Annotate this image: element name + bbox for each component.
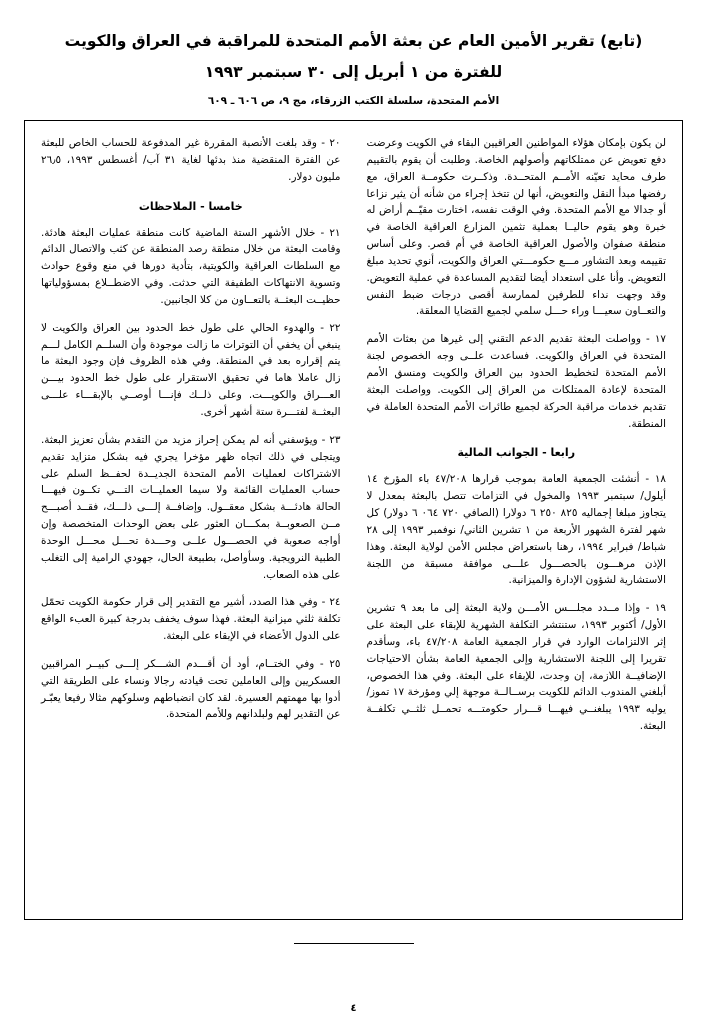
paragraph: ٢٤ - وفي هذا الصدد، أشير مع التقدير إلى قرار حكومة الكويت تحمّل تكلفة ثلثي ميزانية البعثة. فهذا سوف يخفف بدرجة كبيرة العبء الواقع على الدول الأعضاء في الإبقاء على البعثة. (41, 596, 341, 643)
source-citation: الأمم المتحدة، سلسلة الكتب الزرقاء، مج ٩، ص ٦٠٦ ـ ٦٠٩ (207, 94, 500, 107)
paragraph: ١٧ - وواصلت البعثة تقديم الدعم التقني إلى غيرها من بعثات الأمم المتحدة في العراق والكويت. فساعدت علــى وجه الخصوص لجنة الأمم المتحدة لتخطيط الحدود بين العراق والكويت ومنسق الأمم المتحدة لإعادة الممتلكات من العراق إلى الكويت. وواصلت البعثة تقديم خدمات مراقبة الحركة لجميع طائرات الأمم المتحدة العاملة في المنطقة. (366, 333, 666, 430)
section-heading-observations: خامسا - الملاحظات (138, 199, 243, 213)
right-column (367, 135, 667, 905)
paragraph: لن يكون بإمكان هؤلاء المواطنين العراقيين البقاء في الكويت وعرضت دفع تعويض عن ممتلكاتهم وأصولهم الخاصة. وطلبت أن يقوم بالتقييم طرف محايد تعيّنه الأمــم المتحــدة. وذكــرت حكومــة العراق، مع رفضها مبدأ النقل والتعويض، أنها لن تتخذ إجراء من شأنه أن يثير نزاعا أو جدالا مع الأمم المتحدة. وفي الوقت نفسه، اختارت مقيّــم أراض له خبرة وهو يقوم حاليــا بعملية تثمين المزارع العراقية الخاصة في منطقة صفوان والأصول العراقية الخاصة في أم قصر. وعلى أساس تقييمه وبعد التشاور مـــع حكومـــتي العراق والكويت، أنوي تحديد مبلغ التعويض. وأنا على استعداد أيضا لتقديم المساعدة في عملية التعويض. وقد وجهت نداء للطرفين لممارسة أقصى درجات ضبط النفس والتعــاون سعيـــا وراء حـــل سلمي لجميع القضايا المعلقة. (366, 137, 666, 318)
page-header (0, 0, 707, 107)
paragraph: ٢٢ - والهدوء الحالي على طول خط الحدود بين العراق والكويت لا ينبغي أن يخفي أن التوترات ما زالت موجودة وأن السلــم الكامل لـــم يتم إقراره بعد في المنطقة. وفي هذه الظروف فإن وجود البعثة ما زال عاملا هاما في تحقيق الاستقرار على طول خط الحدود بيـــن العـــراق والكويـــت. وعلى ذلــك فإنـــا أوصــي بالإبقـــاء علـــى البعثــة لفتـــرة ستة أشهر أخرى. (41, 321, 341, 418)
paragraph: ٢٥ - وفي الختــام، أود أن أقـــدم الشـــكر إلـــى كبيــر المراقبين العسكريين وإلى العاملين تحت قيادته رجالا ونساء على الطريقة التي أدوا بها مهمتهم العسيرة. لقد كان انضباطهم وسلوكهم مثالا رفيعا يعبّـر عن التقدير لهم ولبلدانهم وللأمم المتحدة. (41, 657, 341, 721)
left-column (41, 135, 341, 905)
text-frame (24, 120, 683, 920)
section-heading-financial: رابعا - الجوانب المالية (457, 446, 576, 460)
paragraph: ١٨ - أنشئت الجمعية العامة بموجب قرارها ٤٧/٢٠٨ باء المؤرخ ١٤ أيلول/ سبتمبر ١٩٩٣ والمخول في التزامات تتصل بالبعثة بمعدل لا يتجاوز مبلغا إجماليه ٨٢٥ ٢٥٠ ٦ دولارا (الصافي ٧٢٠ ٠٦٤ ٦ دولار) كل شهر لفترة الشهور الأربعة من ١ تشرين الثاني/ نوفمبر ١٩٩٣ إلى ٢٨ شباط/ فبراير ١٩٩٤، رهنا باستعراض مجلس الأمن لولاية البعثة. وهذا الإذن مرهـــون بالحصـــول علـــى موافقة مسبقة من اللجنة الاستشارية لشؤون الإدارة والميزانية. (366, 473, 666, 587)
footer-divider (0, 943, 707, 944)
paragraph: ٢٠ - وقد بلغت الأنصبة المقررة غير المدفوعة للحساب الخاص للبعثة عن الفترة المنقضية منذ بدئها لغاية ٣١ آب/ أغسطس ١٩٩٣، ٢٦٫٥ مليون دولار. (41, 137, 341, 183)
paragraph: ٢١ - خلال الأشهر الستة الماضية كانت منطقة عمليات البعثة هادئة. وقامت البعثة من خلال منطقة رصد المنطقة عن كثب والاتصال الدائم مع السلطات العراقية والكويتية، بتأدية دورها في منع وقوع حوادث وتسوية الانتهاكات الطفيفة التي حدثت. وفي الاضطــلاع بمسؤولياتها حظيــت البعثــة بالتعــاون من كلا الجانبين. (41, 226, 341, 306)
two-column-layout (41, 135, 666, 905)
page-title-line-1: (تابع) تقرير الأمين العام عن بعثة الأمم المتحدة للمراقبة في العراق والكويت (64, 32, 643, 50)
paragraph: ٢٣ - ويؤسفني أنه لم يمكن إحراز مزيد من التقدم بشأن تعزيز البعثة. ويتجلى في ذلك اتجاه ظهر مؤخرا يجري فيه بشكل متزايد تقديم الاشتراكات لعمليات الأمم المتحدة الجديــدة لحفــظ السلم على حساب العمليات القائمة ولا سيما العمليــات التـــي تكــون فيهـــا الحالة هادئـــة بشكل معقــول. وإضافــة إلـــى ذلـــك، فقــد أصبـــح مــن الصعوبــة بمكـــان العثور على بعض الوحدات المتخصصة وإن أواجه صعوبة في الحصـــول علــى وحـــدة تحـــل محـــل الوحدة الطبية النرويجية. وسأواصل، بطبيعة الحال، جهودي الرامية إلى التغلب على هذه الصعاب. (41, 433, 341, 581)
page-number: ٤ (350, 1003, 357, 1014)
divider-line (294, 943, 414, 944)
page-title-line-2: للفترة من ١ أبريل إلى ٣٠ سبتمبر ١٩٩٣ (204, 63, 503, 82)
paragraph: ١٩ - وإذا مــدد مجلـــس الأمـــن ولاية البعثة إلى ما بعد ٩ تشرين الأول/ أكتوبر ١٩٩٣، ستنتشر التكلفة الشهرية للإبقاء على البعثة على إثر الالتزامات الوارد في قرار الجمعية العامة ٤٧/٢٠٨ باء، وسأقدم تقريرا إلى اللجنة الاستشارية وإلى الجمعية العامة بشأن الاحتياجات الإضافيــة اللازمة، إن وجدت، للإبقاء على البعثة. وفي هذا الخصوص، أبلغني المندوب الدائم للكويت برســالــة موجهة إلي ومؤرخة ١٧ تموز/ يوليه ١٩٩٣ يبلغنــي فيهـــا قـــرار حكومتـــه تحمــل ثلثــي تكلفــة البعثة. (366, 602, 666, 733)
